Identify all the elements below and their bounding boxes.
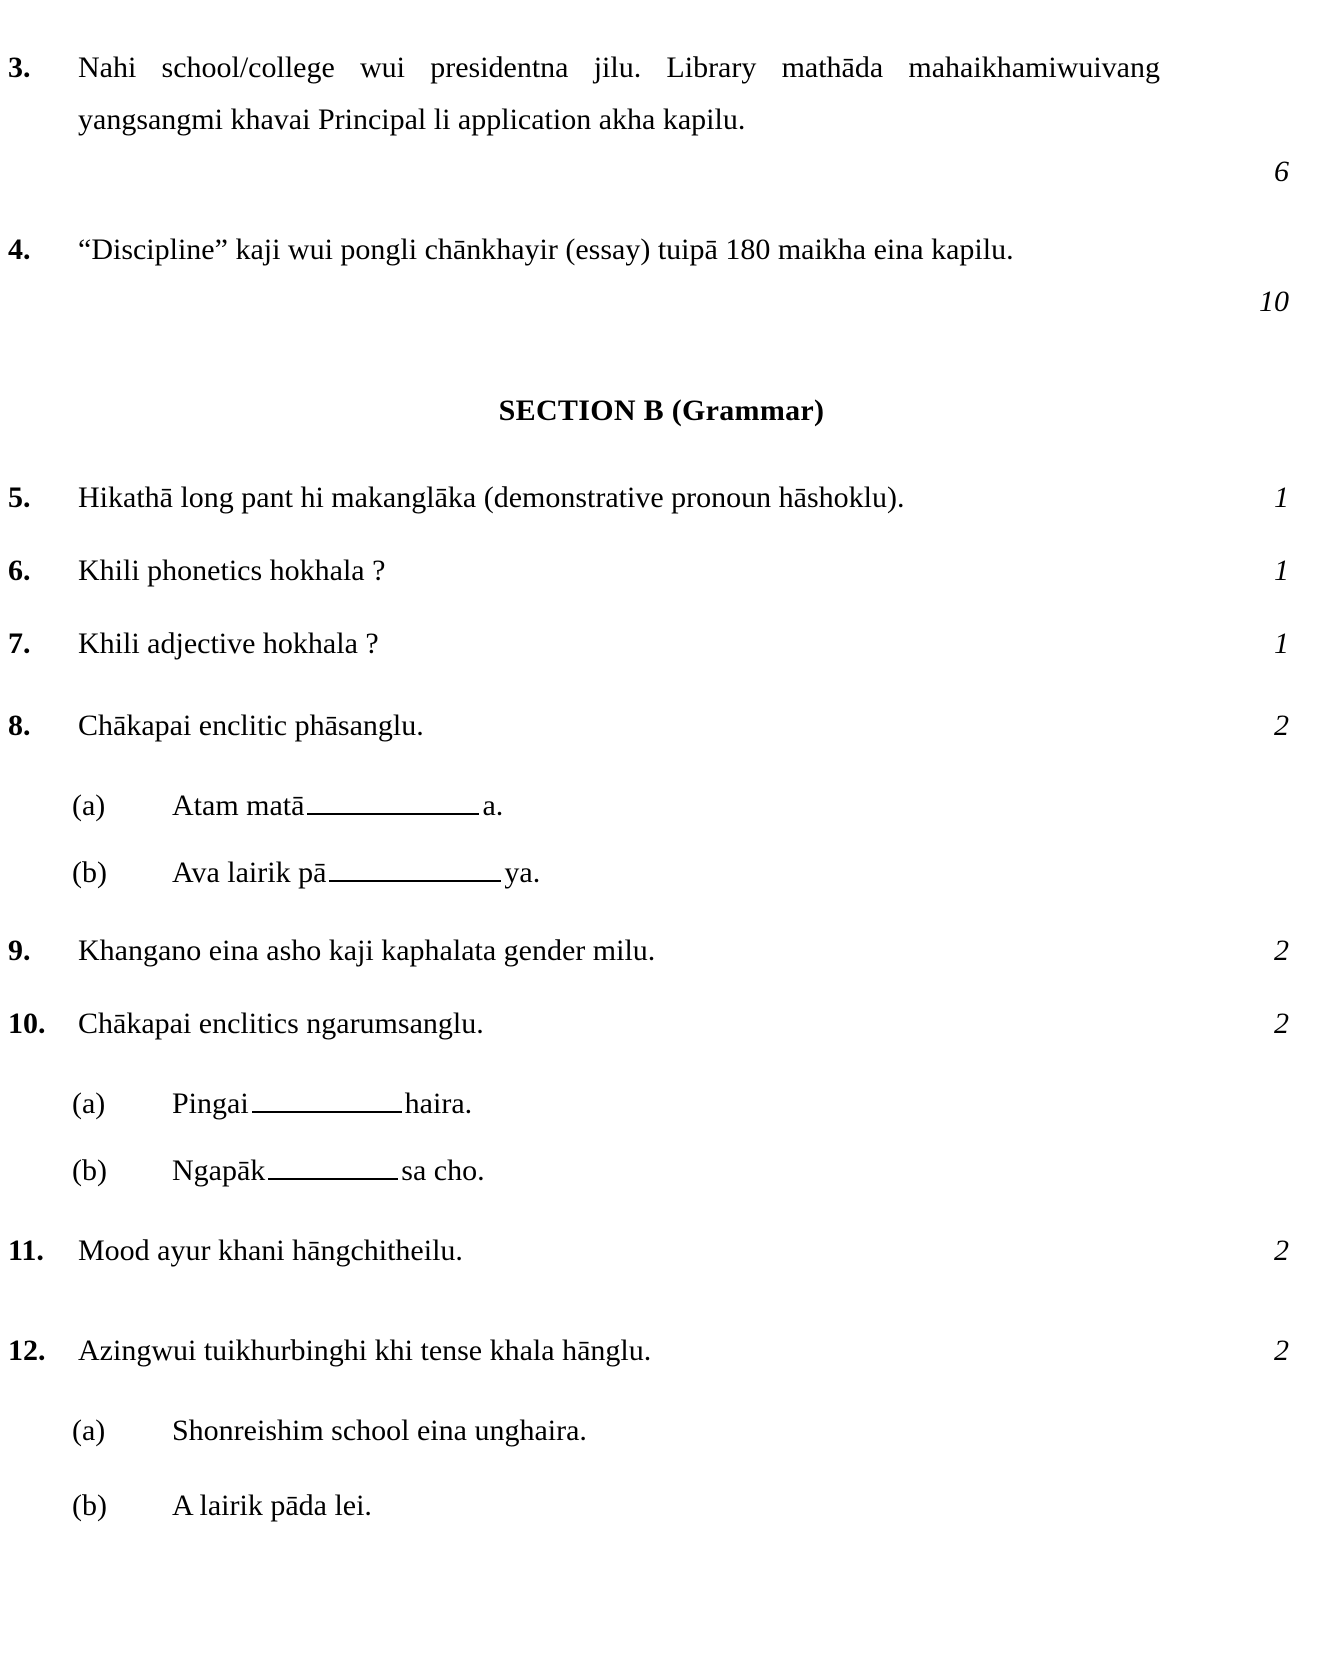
question-12 (0, 1325, 1323, 1377)
question-10-sub-b-after: sa cho. (401, 1154, 485, 1187)
question-10-sub-b-text (172, 1145, 1160, 1197)
question-5-text: Hikathā long pant hi makanglāka (demonstrative pronoun hāshoklu). (78, 481, 905, 514)
question-7 (0, 618, 1323, 670)
question-10-sub-a-text (172, 1078, 1160, 1130)
question-9-marks: 2 (1274, 934, 1289, 967)
question-8-sub-b-before: Ava lairik pā (172, 856, 327, 889)
question-10-number: 10. (8, 1007, 46, 1040)
question-6-marks: 1 (1274, 554, 1289, 587)
question-12-sub-a-text: Shonreishim school eina unghaira. (172, 1414, 587, 1447)
question-8-sub-a-after: a. (482, 789, 504, 822)
question-4-marks: 10 (1259, 285, 1289, 318)
question-12-sub-b-label: (b) (72, 1489, 107, 1522)
question-11-number: 11. (8, 1234, 44, 1267)
question-8-sub-a-label: (a) (72, 789, 106, 822)
question-9-number: 9. (8, 934, 31, 967)
question-11 (0, 1225, 1323, 1277)
question-10-sub-a-after: haira. (404, 1087, 473, 1120)
question-10-sub-b (0, 1145, 1323, 1197)
question-6-number: 6. (8, 554, 31, 587)
question-9 (0, 925, 1323, 977)
question-12-marks: 2 (1274, 1334, 1289, 1367)
question-7-number: 7. (8, 627, 31, 660)
question-8-sub-a (0, 780, 1323, 832)
question-10-sub-b-label: (b) (72, 1154, 107, 1187)
question-4-number: 4. (8, 233, 31, 266)
question-8-text: Chākapai enclitic phāsanglu. (78, 709, 424, 742)
question-8-sub-a-text (172, 780, 1160, 832)
question-8 (0, 700, 1323, 752)
question-5-marks: 1 (1274, 481, 1289, 514)
question-8-sub-b-label: (b) (72, 856, 107, 889)
question-8-marks: 2 (1274, 709, 1289, 742)
question-7-text: Khili adjective hokhala ? (78, 627, 379, 660)
question-12-sub-b (0, 1480, 1323, 1532)
question-7-marks: 1 (1274, 627, 1289, 660)
question-3-marks: 6 (1274, 155, 1289, 188)
question-10 (0, 998, 1323, 1050)
question-11-text: Mood ayur khani hāngchitheilu. (78, 1234, 463, 1267)
question-3 (0, 42, 1323, 188)
fill-in-blank[interactable] (307, 785, 479, 815)
fill-in-blank[interactable] (268, 1150, 398, 1180)
question-8-sub-b (0, 847, 1323, 899)
question-3-number: 3. (8, 51, 31, 84)
fill-in-blank[interactable] (329, 852, 501, 882)
question-4-text: “Discipline” kaji wui pongli chānkhayir (essay) tuipā 180 maikha eina kapilu. (78, 233, 1014, 266)
question-6 (0, 545, 1323, 597)
question-9-text: Khangano eina asho kaji kaphalata gender milu. (78, 934, 656, 967)
question-10-marks: 2 (1274, 1007, 1289, 1040)
question-4 (0, 224, 1323, 318)
question-8-sub-a-before: Atam matā (172, 789, 305, 822)
question-8-sub-b-after: ya. (504, 856, 541, 889)
question-12-sub-a (0, 1405, 1323, 1457)
question-10-sub-a-label: (a) (72, 1087, 106, 1120)
question-12-sub-a-label: (a) (72, 1414, 106, 1447)
question-10-text: Chākapai enclitics ngarumsanglu. (78, 1007, 484, 1040)
question-5-number: 5. (8, 481, 31, 514)
fill-in-blank[interactable] (252, 1083, 402, 1113)
question-12-number: 12. (8, 1334, 46, 1367)
question-6-text: Khili phonetics hokhala ? (78, 554, 386, 587)
question-10-sub-b-before: Ngapāk (172, 1154, 266, 1187)
question-12-sub-b-text: A lairik pāda lei. (172, 1489, 372, 1522)
section-heading: SECTION B (Grammar) (498, 394, 825, 427)
question-11-marks: 2 (1274, 1234, 1289, 1267)
question-10-sub-a (0, 1078, 1323, 1130)
question-3-text: Nahi school/college wui presidentna jilu. Library mathāda mahaikhamiwuivang yangsangmi khavai Principal li application akha kapilu. (78, 51, 1160, 136)
question-12-text: Azingwui tuikhurbinghi khi tense khala hānglu. (78, 1334, 652, 1367)
question-5 (0, 472, 1323, 524)
question-10-sub-a-before: Pingai (172, 1087, 249, 1120)
question-8-sub-b-text (172, 847, 1160, 899)
question-8-number: 8. (8, 709, 31, 742)
